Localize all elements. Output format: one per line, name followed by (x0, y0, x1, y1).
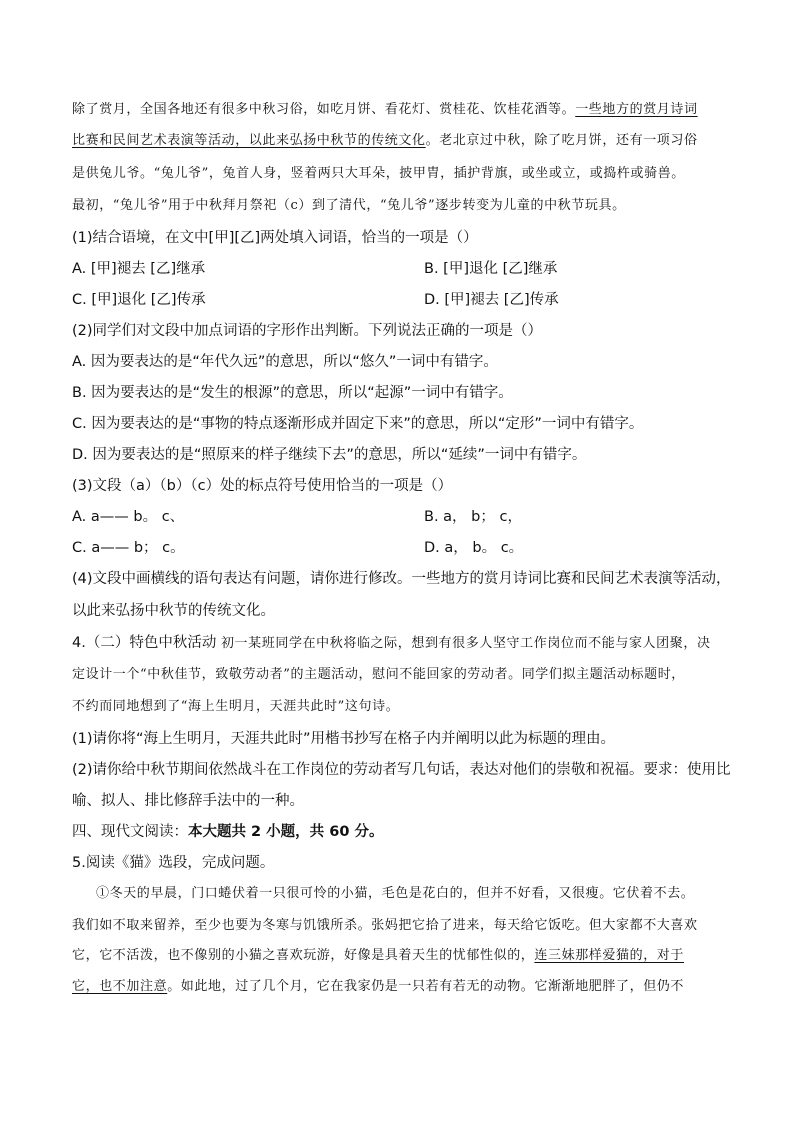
q2-stem: (2)同学们对文段中加点词语的字形作出判断。下列说法正确的一项是（） (72, 323, 543, 339)
q1-option-a[interactable]: A. [甲]褪去 [乙]继承 (72, 261, 206, 277)
underlined-sentence: 它，也不加注意 (72, 979, 168, 994)
task4-line-1 (72, 633, 711, 654)
section-title: 四、现代文阅读： (72, 824, 188, 840)
underlined-sentence: 比赛和民间艺术表演等活动，以此来弘扬中秋节的传统文化 (72, 133, 426, 148)
q3-option-a[interactable]: A. a—— b。 c、 (72, 509, 185, 525)
task4-sub2-line-2: 喻、拟人、排比修辞手法中的一种。 (72, 793, 304, 809)
passage-line-2 (72, 131, 698, 151)
passage-text: 。老北京过中秋，除了吃月饼，还有一项习俗 (425, 133, 698, 148)
q5-para-line-3 (72, 946, 684, 966)
q4-line-1: (4)文段中画横线的语句表达有问题，请你进行修改。一些地方的赏月诗词比赛和民间艺术表演等活动， (72, 571, 731, 587)
q1-option-b[interactable]: B. [甲]退化 [乙]继承 (424, 261, 558, 277)
passage-line-3: 是供兔儿爷。“兔儿爷”，兔首人身，竖着两只大耳朵，披甲胄，插护背旗，或坐或立，或捣杵或骑兽。 (72, 166, 685, 181)
task4-sub1: (1)请你将“海上生明月，天涯共此时”用楷书抄写在格子内并阐明以此为标题的理由。 (72, 731, 616, 747)
passage-text: 除了赏月，全国各地还有很多中秋习俗，如吃月饼、看花灯、赏桂花、饮桂花酒等。 (72, 102, 576, 117)
q1-option-row-2 (72, 290, 559, 310)
q2-option-b[interactable]: B. 因为要表达的是“发生的根源”的意思，所以“起源”一词中有错字。 (72, 385, 513, 401)
section-heading (72, 822, 383, 842)
q2-option-c[interactable]: C. 因为要表达的是“事物的特点逐渐形成并固定下来”的意思，所以“定形”一词中有错字。 (72, 416, 644, 432)
section-score: 本大题共 2 小题，共 60 分。 (188, 824, 384, 840)
q5-para-line-4 (72, 977, 684, 997)
q3-option-b[interactable]: B. a， b； c， (424, 509, 522, 525)
q2-option-d[interactable]: D. 因为要表达的是“照原来的样子继续下去”的意思，所以“延续”一词中有错字。 (72, 447, 587, 463)
q1-stem: (1)结合语境，在文中[甲][乙]两处填入词语，恰当的一项是（） (72, 230, 478, 246)
task4-heading: 4.（二）特色中秋活动 (72, 635, 221, 651)
q5-para-line-2: 我们如不取来留养，至少也要为冬寒与饥饿所杀。张妈把它拾了进来，每天给它饭吃。但大家都不大喜欢 (72, 918, 698, 933)
task4-sub2-line-1: (2)请你给中秋节期间依然战斗在工作岗位的劳动者写几句话，表达对他们的崇敬和祝福。要求：使用比 (72, 762, 731, 778)
q3-option-d[interactable]: D. a， b。 c。 (424, 540, 524, 556)
q1-option-d[interactable]: D. [甲]褪去 [乙]传承 (424, 292, 559, 308)
q4-line-2: 以此来弘扬中秋节的传统文化。 (72, 603, 275, 619)
q3-option-row-2 (72, 538, 524, 558)
q3-stem: (3)文段（a）（b）（c）处的标点符号使用恰当的一项是（） (72, 478, 453, 494)
q3-option-row-1 (72, 507, 522, 527)
q2-option-a[interactable]: A. 因为要表达的是“年代久远”的意思，所以“悠久”一词中有错字。 (72, 354, 498, 370)
q5-para-line-1: ①冬天的早晨，门口蜷伏着一只很可怜的小猫，毛色是花白的，但并不好看，又很瘦。它伏着不去。 (96, 886, 695, 901)
task4-line-2: 定设计一个“中秋佳节，致敬劳动者”的主题活动，慰问不能回家的劳动者。同学们拟主题活动标题时， (72, 667, 685, 682)
underlined-sentence: 连三妹那样爱猫的，对于 (534, 948, 685, 963)
q3-option-c[interactable]: C. a—— b； c。 (72, 540, 185, 556)
q5-stem: 5.阅读《猫》选段，完成问题。 (72, 855, 275, 871)
task4-text: 初一某班同学在中秋将临之际，想到有很多人坚守工作岗位而不能与家人团聚，决 (220, 636, 711, 651)
task4-line-3: 不约而同地想到了“海上生明月，天涯共此时”这句诗。 (72, 699, 400, 714)
q1-option-row-1 (72, 259, 558, 279)
passage-line-4: 最初，“兔儿爷”用于中秋拜月祭祀（c）到了清代，“兔儿爷”逐步转变为儿童的中秋节玩具。 (72, 198, 626, 213)
passage-line-1 (72, 100, 698, 120)
q5-text: 。如此地，过了几个月，它在我家仍是一只若有若无的动物。它渐渐地肥胖了，但仍不 (167, 979, 685, 994)
q5-text: 它，它不活泼，也不像别的小猫之喜欢玩游，好像是具着天生的忧郁性似的， (72, 948, 535, 963)
underlined-sentence: 一些地方的赏月诗词 (575, 102, 698, 117)
q1-option-c[interactable]: C. [甲]退化 [乙]传承 (72, 292, 206, 308)
